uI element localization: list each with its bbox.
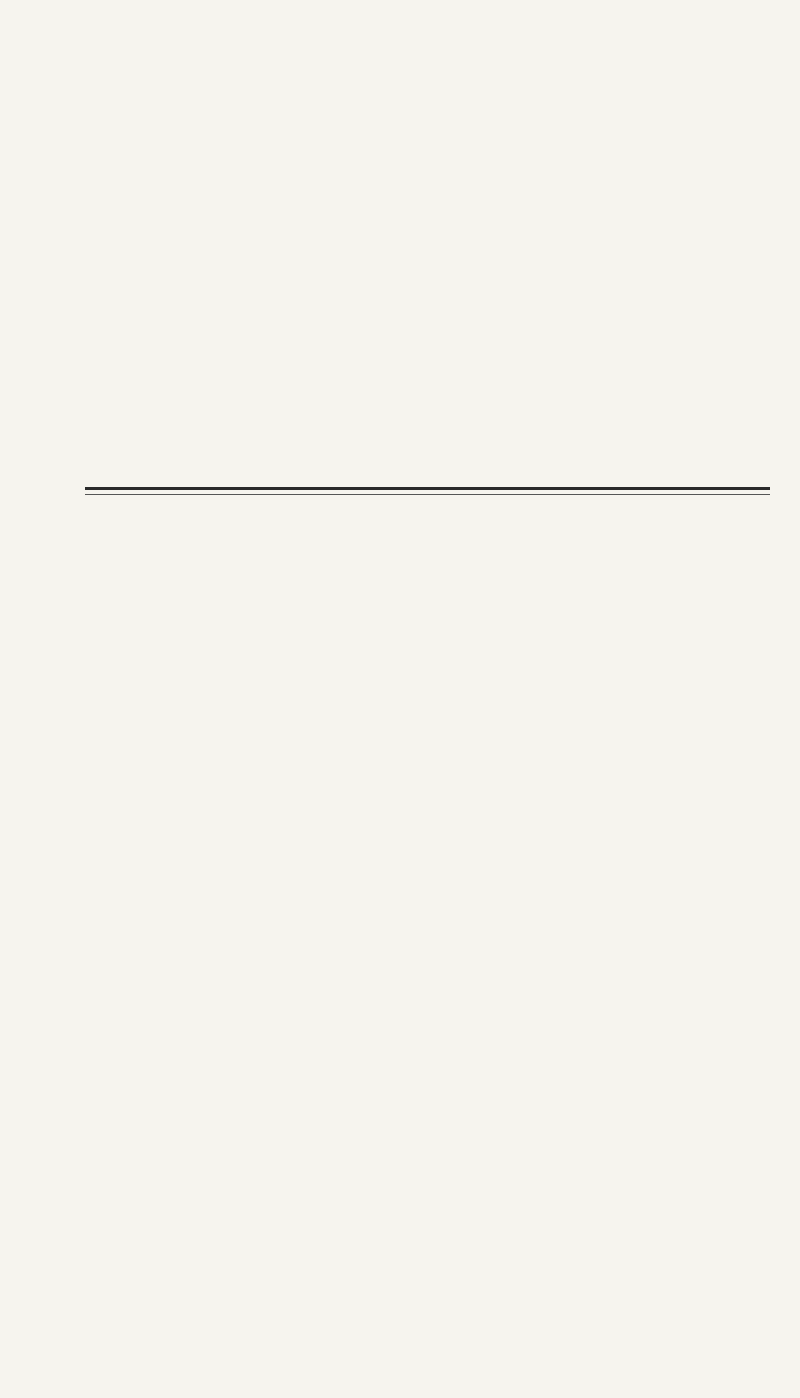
chapter-intro xyxy=(40,628,766,630)
running-head xyxy=(96,14,736,60)
section-body xyxy=(40,878,766,880)
section-divider-rule xyxy=(85,487,770,495)
page-footer xyxy=(0,1368,800,1394)
